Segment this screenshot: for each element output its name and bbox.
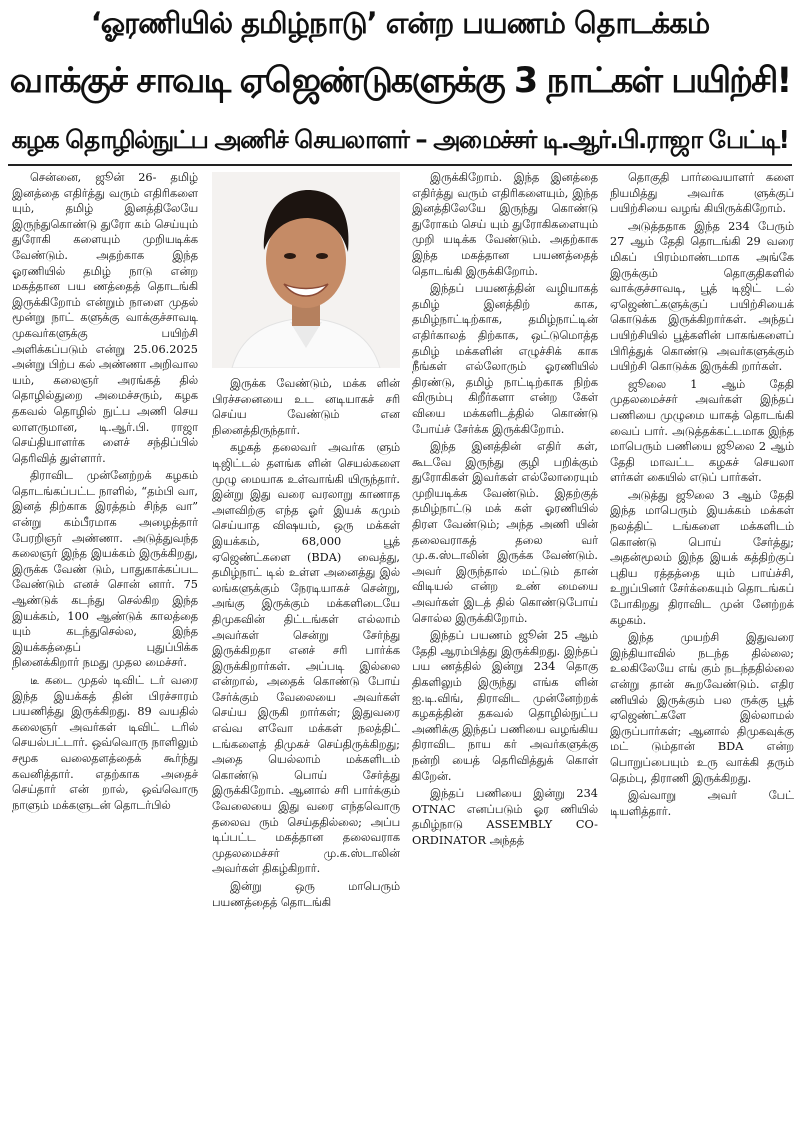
paragraph: இன்று ஒரு மாபெரும் பயணத்தைத் தொடங்கி <box>212 880 400 909</box>
paragraph: இந்தப் பயணம் ஜூன் 25 ஆம் தேதி ஆரம்பித்து இருக்கிறது. இந்தப் பய ணத்தில் இன்று 234 தொகு திகளிலும் இருந்து எங்க ளின் ஐ.டி.விங், திராவிட முன்னேற்றக் கழகத்தின் தகவல் தொழில்நுட்ப அணிக்கு இந்தப் பணியை வழங்கிய திராவிட நாய கர் அவர்களுக்கு நன்றி யைத் தெரிவித்துக் கொள் கிறேன். <box>412 629 598 783</box>
portrait-illustration <box>212 172 400 368</box>
header-divider <box>8 164 792 166</box>
article-column-2 <box>212 376 400 1120</box>
article-subhead: கழக தொழில்நுட்ப அணிச் செயலாளர் – அமைச்சர் டி.ஆர்.பி.ராஜா பேட்டி! <box>11 125 789 154</box>
paragraph: டீ கடை முதல் டிவிட் டர் வரை இந்த இயக்கத் தின் பிரச்சாரம் பயணித்து இருக்கிறது. 89 வயதில் கலைஞர் அவர்கள் டிவிட் டரில் செயல்பட்டார். ஒவ்வொரு நாளிலும் சமூக வலைதளத்தைக் கூர்ந்து கவனித்தார். எதற்காக அதைச் செய்தார் என் றால், ஒவ்வொரு நாளும் மக்களுடன் தொடர்பில் <box>12 674 198 812</box>
paragraph: கழகத் தலைவர் அவர்க ளும் டிஜிட்டல் தளங்க ளின் செயல்களை முழு மையாக உள்வாங்கி யிருந்தார். இன்று இது வரை வரலாறு காணாத அளவிற்கு எந்த ஓர் இயக் கமும் செய்யாத விஷயம், ஒரு மக்கள் இயக்கம், 68,000 பூத் ஏஜெண்ட்களை (BDA) வைத்து, தமிழ்நாட் டில் உள்ள அனைத்து இல் லங்களுக்கும் நேரடியாகச் சென்று, அங்கு இருக்கும் மக்களிடையே திமுகவின் திட்டங்கள் எல்லாம் அவர்கள் சென்று சேர்ந்து இருக்கிறதா எனச் சரி பார்க்க இருக்கிறார்கள். அப்படி இல்லை என்றால், அதைக் கொண்டு போய் சேர்க்கும் வேலையை அவர்கள் செய்ய இருகி றார்கள்; இதுவரை எவ்வ ளவோ மக்கள் நலத்திட் டங்களைத் திமுகச் செய்திருக்கிறது; அதை யெல்லாம் மக்களிடம் கொண்டு பொய் சேர்த்து இருக்கிறோம். ஆனால் சரி பார்க்கும் வேலையை இது வரை எந்தவொரு தலைவ ரும் செய்ததில்லை; அப்ப டிப்பட்ட மகத்தான தலைவராக முதலமைச்சர் மு.க.ஸ்டாலின் அவர்கள் திகழ்கிறார். <box>212 441 400 876</box>
paragraph: அடுத்ததாக இந்த 234 பேரும் 27 ஆம் தேதி தொடங்கி 29 வரை மிகப் பிரம்மாண்டமாக அங்கே இருக்கும் தொகுதிகளில் வாக்குச்சாவடி, பூத் டிஜிட் டல் ஏஜெண்ட்களுக்குப் பயிற்சியைக் கொடுக்க இருக்கிறார்கள். அந்தப் பயிற்சியில் பூத்களின் பாகங்களைப் பிரித்துக் கொண்டு அவர்களுக்கும் பயிற்சி கொடுக்க இருக்கி றார்கள். <box>610 219 794 374</box>
paragraph: இருக்க வேண்டும், மக்க ளின் பிரச்சனையை உட னடியாகச் சரி செய்ய வேண்டும் என நினைத்திருந்தார். <box>212 377 400 437</box>
paragraph: ஜூலை 1 ஆம் தேதி முதலமைச்சர் அவர்கள் இந்தப் பணியை முழுமை யாகத் தொடங்கி வைப் பார். அடுத்தக்கட்டமாக இந்த மாபெரும் பணியை ஜூலை 2 ஆம் தேதி மாவட்ட கழகச் செயலா ளர்கள் கையில் எடுப் பார்கள். <box>610 377 794 485</box>
minister-portrait-photo <box>212 172 400 368</box>
paragraph: திராவிட முன்னேற்றக் கழகம் தொடங்கப்பட்ட நாளில், “தம்பி வா, இனத் திற்காக இரத்தம் சிந்த வா” என்று கம்பீரமாக அழைத்தார் பேரறிஞர் அண்ணா. அடுத்துவந்த கலைஞர் இந்த இயக்கம் இருக்கிறது, இருக்க வேண் டும், பாதுகாக்கப்பட வேண்டும் எனச் சொன் னார். 75 ஆண்டுக் கடந்து செல்கிற இந்த இயக்கம், 100 ஆண்டுக் காலத்தை யும் கடந்துசெல்ல, இந்த இயக்கத்தைப் புதுப்பிக்க நினைக்கிறார் நமது முதல மைச்சர். <box>12 469 198 670</box>
article-column-1 <box>12 170 198 1120</box>
paragraph: தொகுதி பார்வையாளர் களை நியமித்து அவர்க ளுக்குப் பயிற்சியை வழங் கியிருக்கிறோம். <box>610 171 794 216</box>
article-headline: வாக்குச் சாவடி ஏஜெண்டுகளுக்கு 3 நாட்கள் பயிற்சி! <box>9 61 791 101</box>
paragraph: அடுத்து ஜூலை 3 ஆம் தேதி இந்த மாபெரும் இயக்கம் மக்கள் நலத்திட் டங்களை மக்களிடம் கொண்டு பொய் சேர்த்து; அதன்மூலம் இந்த இயக் கத்திற்குப் புதிய ரத்தத்தை யும் பாய்ச்சி, உறுப்பினர் சேர்க்கையும் தொடங்கப் போகிறது திராவிட முன் னேற்றக் கழகம். <box>610 488 794 627</box>
paragraph: இந்த முயற்சி இதுவரை இந்தியாவில் நடந்த தில்லை; உலகிலேயே எங் கும் நடந்ததில்லை என்று தான் கூறவேண்டும். எதிர ணியில் இருக்கும் பல ருக்கு பூத் ஏஜெண்ட்களே இல்லாமல் இருப்பார்கள்; ஆனால் திமுகவுக்கு மட் டும்தான் BDA என்ற பொறுப்பையும் உரு வாக்கி தரும் தெம்பு, திராணி இருக்கிறது. <box>610 631 794 785</box>
article-column-3 <box>412 170 598 1120</box>
article-kicker: ‘ஓரணியில் தமிழ்நாடு’ என்ற பயணம் தொடக்கம் <box>90 6 710 40</box>
paragraph: இவ்வாறு அவர் பேட் டியளித்தார். <box>610 789 794 818</box>
paragraph: சென்னை, ஜூன் 26- தமிழ் இனத்தை எதிர்த்து வரும் எதிரிகளை யும், தமிழ் இனத்திலேயே இருந்துகொண்டு துரோ கம் செய்யும் துரோகி களையும் முறியடிக்க வேண்டும். அதற்காக இந்த ஓரணியில் தமிழ் நாடு என்ற மகத்தான பய ணத்தைத் தொடங்கி இருக்கிறோம் என்றும் நாளை முதல் மூன்று நாட் களுக்கு வாக்குச்சாவடி முகவர்களுக்கு பயிற்சி அளிக்கப்படும் என்று 25.06.2025 அன்று பிற்ப கல் அண்ணா அறிவால யம், கலைஞர் அரங்கத் தில் தொழில்துறை அமைச்சரும், கழக தகவல் தொழில் நுட்ப அணி செய லாளருமான, டி.ஆர்.பி. ராஜா செய்தியாளர்க ளைச் சந்திப்பில் தெரிவித் துள்ளார். <box>12 171 198 465</box>
paragraph: இந்தப் பணியை இன்று 234 OTNAC எனப்படும் ஓர ணியில் தமிழ்நாடு ASSEMBLY CO-ORDINATOR அந்தத் <box>412 787 598 847</box>
paragraph: இந்த இனத்தின் எதிர் கள், கூடவே இருந்து குழி பறிக்கும் துரோகிகள் இவர்கள் எல்லோரையும் முறியடிக்க வேண்டும். இதற்குத் தமிழ்நாட்டு மக் கள் ஓரணியில் திரள வேண்டும்; அந்த அணி யின் தலைவராகத் தலை வர் மு.க.ஸ்டாலின் இருக்க வேண்டும். அவர் இருந்தால் மட்டும் தான் விடியல் என்ற உண் மையை அவர்கள் இடத் தில் கொண்டுபோய் சொல்ல இருக்கிறோம். <box>412 440 598 625</box>
paragraph: இருக்கிறோம். இந்த இனத்தை எதிர்த்து வரும் எதிரிகளையும், இந்த இனத்திலேயே இருந்து கொண்டு துரோகம் செய் யும் துரோகிகளையும் முறி யடிக்க வேண்டும். அதற்காக இந்த மகத்தான பயணத்தைத் தொடங்கி இருக்கிறோம். <box>412 171 598 278</box>
paragraph: இந்தப் பயணத்தின் வழியாகத் தமிழ் இனத்திற் காக, தமிழ்நாட்டிற்காக, தமிழ்நாட்டின் எதிர்காலத் திற்காக, ஒட்டுமொத்த தமிழ் மக்களின் எழுச்சிக் காக நீங்கள் எல்லோரும் ஓரணியில் திரண்டு, தமிழ் நாட்டிற்காக நிற்க விரும்பு கிறீர்களா என்ற கேள் வியை மக்களிடத்தில் கொண்டு போய்ச் சேர்க்க இருக்கிறோம். <box>412 282 598 436</box>
article-column-4 <box>610 170 794 1120</box>
